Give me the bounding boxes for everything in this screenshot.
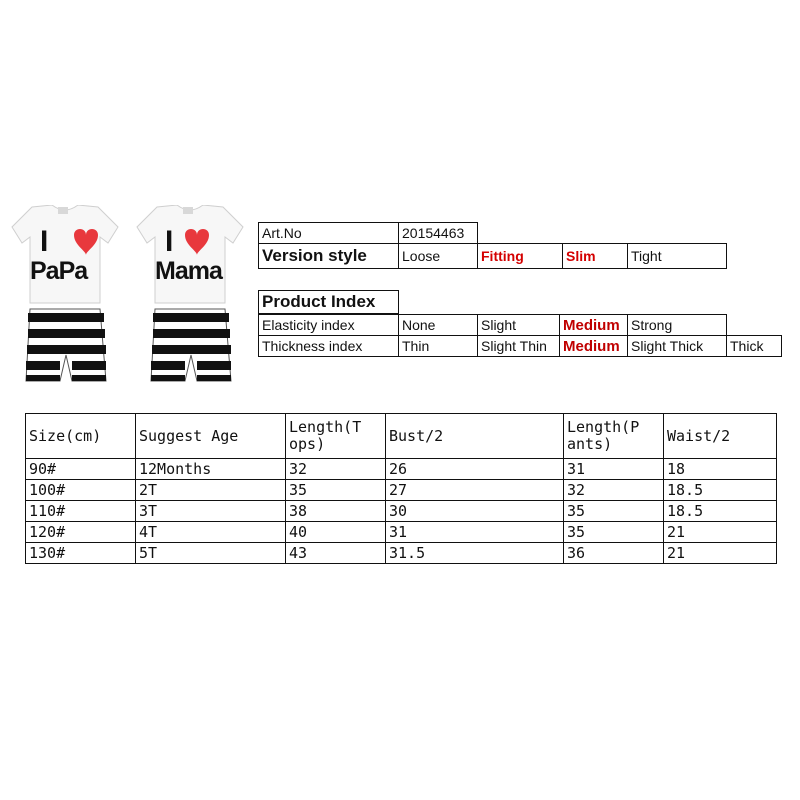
elasticity-medium: Medium — [560, 315, 628, 336]
cell-length-tops: 35 — [286, 480, 386, 501]
table-row — [26, 459, 777, 480]
mama-i-letter: I — [165, 225, 174, 258]
thickness-medium: Medium — [560, 336, 628, 357]
elasticity-row — [259, 315, 782, 336]
version-row — [259, 244, 727, 269]
art-no-label: Art.No — [259, 223, 399, 244]
cell-size: 130# — [26, 543, 136, 564]
cell-bust: 26 — [386, 459, 564, 480]
thickness-thick: Thick — [727, 336, 782, 357]
papa-outfit-image — [10, 205, 120, 395]
thickness-slight-thick: Slight Thick — [628, 336, 727, 357]
header-waist: Waist/2 — [664, 414, 777, 459]
header-length-tops: Length(T ops) — [286, 414, 386, 459]
header-length-pants: Length(P ants) — [564, 414, 664, 459]
cell-age: 5T — [136, 543, 286, 564]
header-bust: Bust/2 — [386, 414, 564, 459]
cell-length-pants: 36 — [564, 543, 664, 564]
cell-length-pants: 35 — [564, 501, 664, 522]
cell-waist: 21 — [664, 522, 777, 543]
elasticity-slight: Slight — [478, 315, 560, 336]
index-table — [258, 314, 782, 357]
version-option-slim: Slim — [563, 244, 628, 269]
header-size: Size(cm) — [26, 414, 136, 459]
cell-waist: 18.5 — [664, 480, 777, 501]
cell-length-tops: 40 — [286, 522, 386, 543]
art-no-value: 20154463 — [399, 223, 478, 244]
version-style-label: Version style — [259, 244, 399, 269]
cell-waist: 18 — [664, 459, 777, 480]
cell-age: 4T — [136, 522, 286, 543]
table-row — [26, 480, 777, 501]
cell-bust: 31.5 — [386, 543, 564, 564]
size-chart-table — [25, 413, 777, 564]
papa-word: PaPa — [30, 257, 88, 285]
cell-waist: 21 — [664, 543, 777, 564]
cell-length-tops: 43 — [286, 543, 386, 564]
cell-size: 90# — [26, 459, 136, 480]
product-index-title: Product Index — [259, 291, 399, 314]
cell-length-tops: 38 — [286, 501, 386, 522]
art-row — [259, 223, 727, 244]
cell-age: 3T — [136, 501, 286, 522]
version-option-fitting: Fitting — [478, 244, 563, 269]
elasticity-none: None — [399, 315, 478, 336]
header-suggest-age: Suggest Age — [136, 414, 286, 459]
papa-i-letter: I — [40, 225, 49, 258]
version-option-loose: Loose — [399, 244, 478, 269]
cell-length-pants: 31 — [564, 459, 664, 480]
mama-word: Mama — [155, 257, 222, 285]
cell-age: 12Months — [136, 459, 286, 480]
size-header-row — [26, 414, 777, 459]
cell-length-tops: 32 — [286, 459, 386, 480]
cell-size: 110# — [26, 501, 136, 522]
cell-bust: 27 — [386, 480, 564, 501]
table-row — [26, 522, 777, 543]
cell-age: 2T — [136, 480, 286, 501]
version-option-tight: Tight — [628, 244, 727, 269]
cell-length-pants: 32 — [564, 480, 664, 501]
thickness-thin: Thin — [399, 336, 478, 357]
product-index-table — [258, 290, 399, 314]
elasticity-strong: Strong — [628, 315, 727, 336]
cell-length-pants: 35 — [564, 522, 664, 543]
cell-bust: 30 — [386, 501, 564, 522]
thickness-slight-thin: Slight Thin — [478, 336, 560, 357]
thickness-label: Thickness index — [259, 336, 399, 357]
cell-bust: 31 — [386, 522, 564, 543]
table-row — [26, 501, 777, 522]
cell-waist: 18.5 — [664, 501, 777, 522]
product-index-title-row — [259, 291, 399, 314]
elasticity-label: Elasticity index — [259, 315, 399, 336]
table-row — [26, 543, 777, 564]
cell-size: 120# — [26, 522, 136, 543]
mama-outfit-image — [135, 205, 245, 395]
version-table — [258, 222, 727, 269]
cell-size: 100# — [26, 480, 136, 501]
thickness-row — [259, 336, 782, 357]
